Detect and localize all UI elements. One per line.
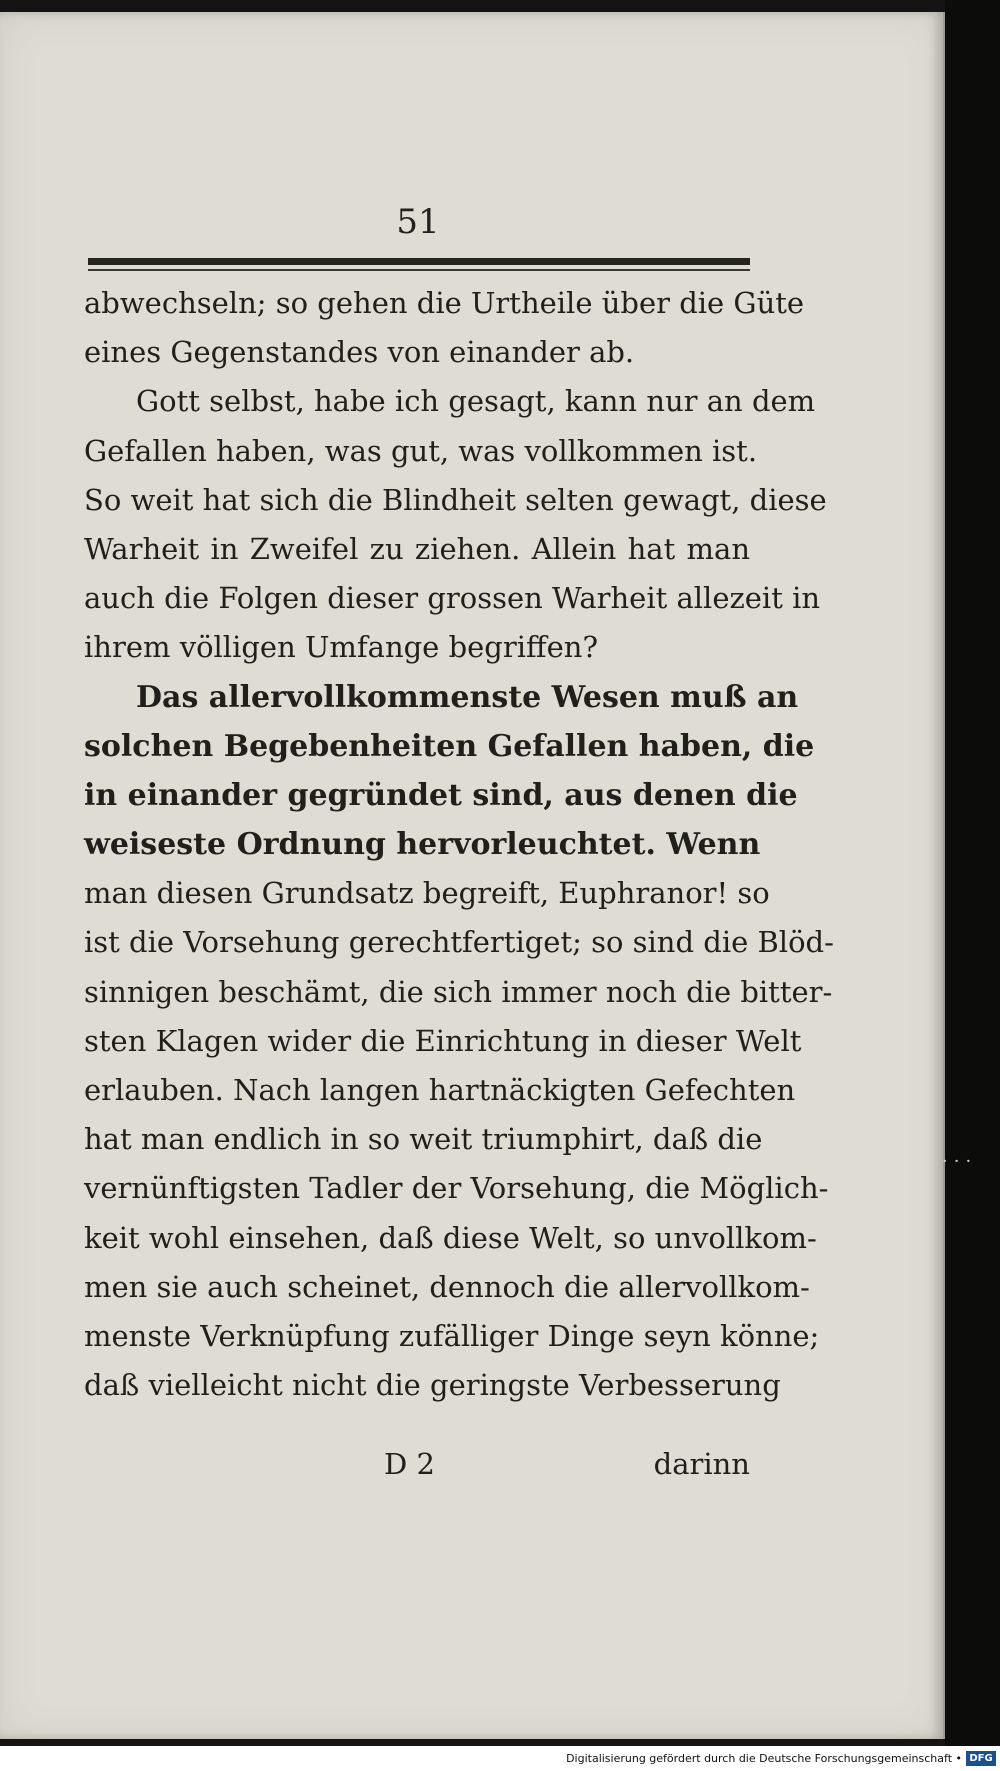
scanner-background xyxy=(945,0,1000,1771)
text-line: ihrem völligen Umfange begriffen? xyxy=(84,630,598,665)
text-line: sinnigen beschämt, die sich immer noch die bitter- xyxy=(84,974,833,1009)
text-line: hat man endlich in so weit triumphirt, daß die xyxy=(84,1122,763,1157)
signature-mark: D 2 xyxy=(384,1447,435,1481)
header-rule xyxy=(88,258,750,265)
text-line-bold: solchen Begebenheiten Gefallen haben, die xyxy=(84,728,815,764)
text-line-bold: Das allervollkommenste Wesen muß an xyxy=(136,679,799,715)
text-line: So weit hat sich die Blindheit selten gewagt, diese xyxy=(84,482,827,517)
text-line: sten Klagen wider die Einrichtung in dieser Welt xyxy=(84,1023,802,1058)
header-rule-thin xyxy=(88,269,750,271)
text-line: auch die Folgen dieser grossen Warheit allezeit in xyxy=(84,581,821,616)
text-line-bold: weiseste Ordnung hervorleuchtet. Wenn xyxy=(84,827,761,863)
text-line: man diesen Grundsatz begreift, Euphranor! so xyxy=(84,876,770,911)
text-line: keit wohl einsehen, daß diese Welt, so unvollkom- xyxy=(84,1220,817,1255)
text-line: Warheit in Zweifel zu ziehen. Allein hat man xyxy=(84,531,750,566)
text-line: eines Gegenstandes von einander ab. xyxy=(84,335,635,370)
catchword: darinn xyxy=(653,1447,750,1481)
text-line: abwechseln; so gehen die Urtheile über die Güte xyxy=(84,286,805,320)
text-line: Gefallen haben, was gut, was vollkommen ist. xyxy=(84,433,758,468)
text-line-bold: in einander gegründet sind, aus denen die xyxy=(84,777,798,813)
page-footer xyxy=(84,1439,750,1489)
text-line: vernünftigsten Tadler der Vorsehung, die Möglich- xyxy=(84,1171,829,1206)
text-line: erlauben. Nach langen hartnäckigten Gefechten xyxy=(84,1073,796,1107)
text-line: menste Verknüpfung zufälliger Dinge seyn könne; xyxy=(84,1318,820,1353)
text-line: Gott selbst, habe ich gesagt, kann nur an dem xyxy=(136,384,816,419)
text-line: men sie auch scheinet, dennoch die allervollkom- xyxy=(84,1269,810,1304)
page-number: 51 xyxy=(396,202,440,242)
text-line: ist die Vorsehung gerechtfertiget; so sind die Blöd- xyxy=(84,925,834,960)
text-line: daß vielleicht nicht die geringste Verbesserung xyxy=(84,1368,781,1403)
digitization-credit-bar xyxy=(0,1746,1000,1771)
margin-dots: ··· xyxy=(942,1151,978,1172)
dfg-logo-icon: DFG xyxy=(966,1751,996,1766)
digitization-credit: Digitalisierung gefördert durch die Deutsche Forschungsgemeinschaft • xyxy=(566,1752,962,1765)
body-text xyxy=(84,279,834,1410)
book-page xyxy=(0,12,946,1739)
